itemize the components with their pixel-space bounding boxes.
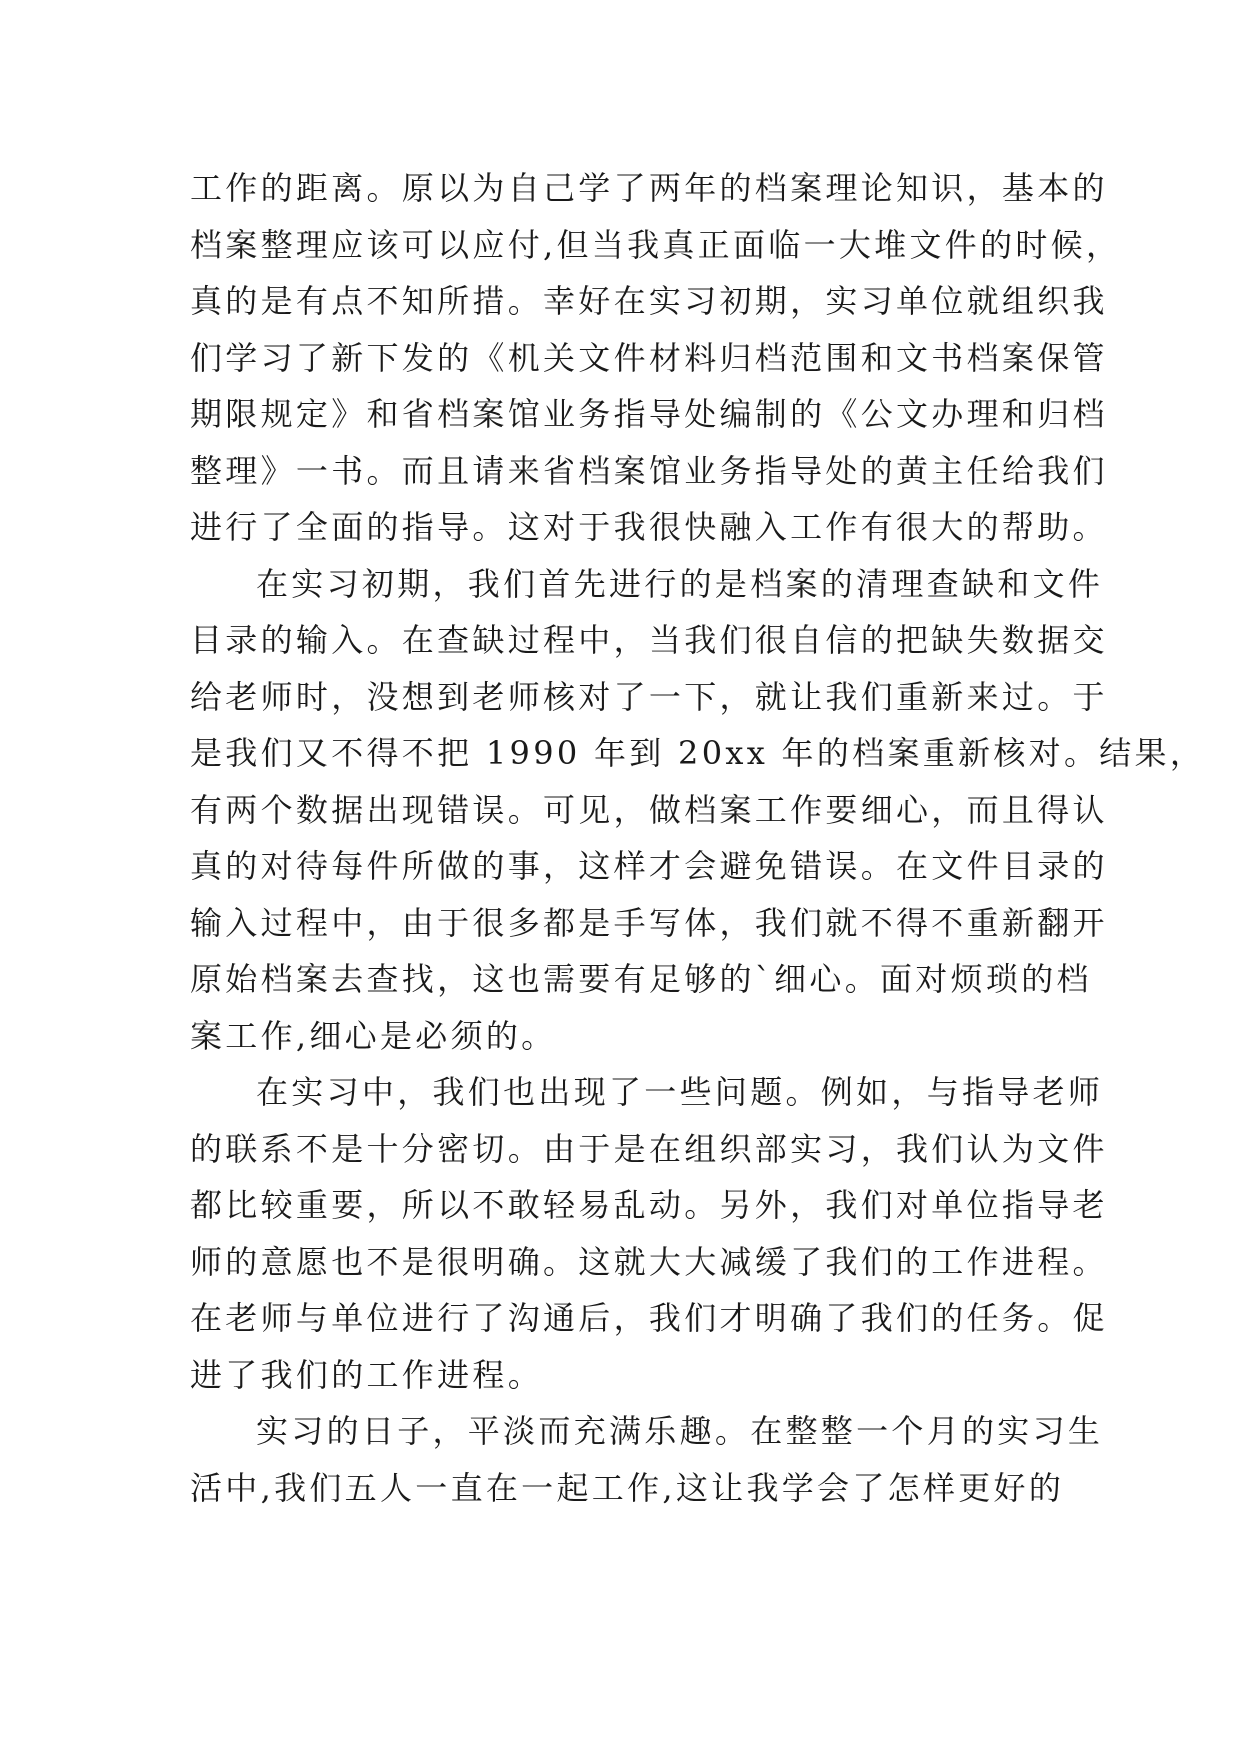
text-line: 输入过程中，由于很多都是手写体，我们就不得不重新翻开: [190, 903, 1108, 942]
text-line: 给老师时，没想到老师核对了一下，就让我们重新来过。于: [190, 677, 1108, 716]
text-line: 案工作,细心是必须的。: [190, 1016, 557, 1055]
text-line: 进行了全面的指导。这对于我很快融入工作有很大的帮助。: [190, 508, 1108, 546]
text-line: 是我们又不得不把 1990 年到 20xx 年的档案重新核对。结果，: [190, 734, 1206, 772]
text-line: 目录的输入。在查缺过程中，当我们很自信的把缺失数据交: [190, 621, 1108, 659]
text-line: 真的对待每件所做的事，这样才会避免错误。在文件目录的: [190, 847, 1108, 885]
text-line: 档案整理应该可以应付,但当我真正面临一大堆文件的时候，: [190, 225, 1122, 264]
text-line: 整理》一书。而且请来省档案馆业务指导处的黄主任给我们: [190, 451, 1108, 490]
body-text: [190, 160, 1206, 1516]
text-line: 们学习了新下发的《机关文件材料归档范围和文书档案保管: [190, 338, 1108, 377]
text-line: 真的是有点不知所措。幸好在实习初期，实习单位就组织我: [190, 282, 1108, 320]
paragraph-start-line: 在实习初期，我们首先进行的是档案的清理查缺和文件: [256, 564, 1104, 603]
text-line: 师的意愿也不是很明确。这就大大减缓了我们的工作进程。: [190, 1242, 1108, 1281]
text-line: 在老师与单位进行了沟通后，我们才明确了我们的任务。促: [190, 1299, 1108, 1337]
paragraph-start-line: 实习的日子，平淡而充满乐趣。在整整一个月的实习生: [256, 1412, 1104, 1450]
text-line: 期限规定》和省档案馆业务指导处编制的《公文办理和归档: [190, 395, 1108, 433]
text-line: 的联系不是十分密切。由于是在组织部实习，我们认为文件: [190, 1129, 1108, 1168]
text-line: 都比较重要，所以不敢轻易乱动。另外，我们对单位指导老: [190, 1186, 1108, 1224]
text-line: 工作的距离。原以为自己学了两年的档案理论知识，基本的: [190, 169, 1108, 207]
paragraph-start-line: 在实习中，我们也出现了一些问题。例如，与指导老师: [256, 1073, 1104, 1111]
text-line: 原始档案去查找，这也需要有足够的`细心。面对烦琐的档: [190, 960, 1092, 998]
text-line: 有两个数据出现错误。可见，做档案工作要细心，而且得认: [190, 790, 1108, 829]
text-line: 进了我们的工作进程。: [190, 1355, 544, 1394]
text-line: 活中,我们五人一直在一起工作,这让我学会了怎样更好的: [190, 1468, 1065, 1507]
